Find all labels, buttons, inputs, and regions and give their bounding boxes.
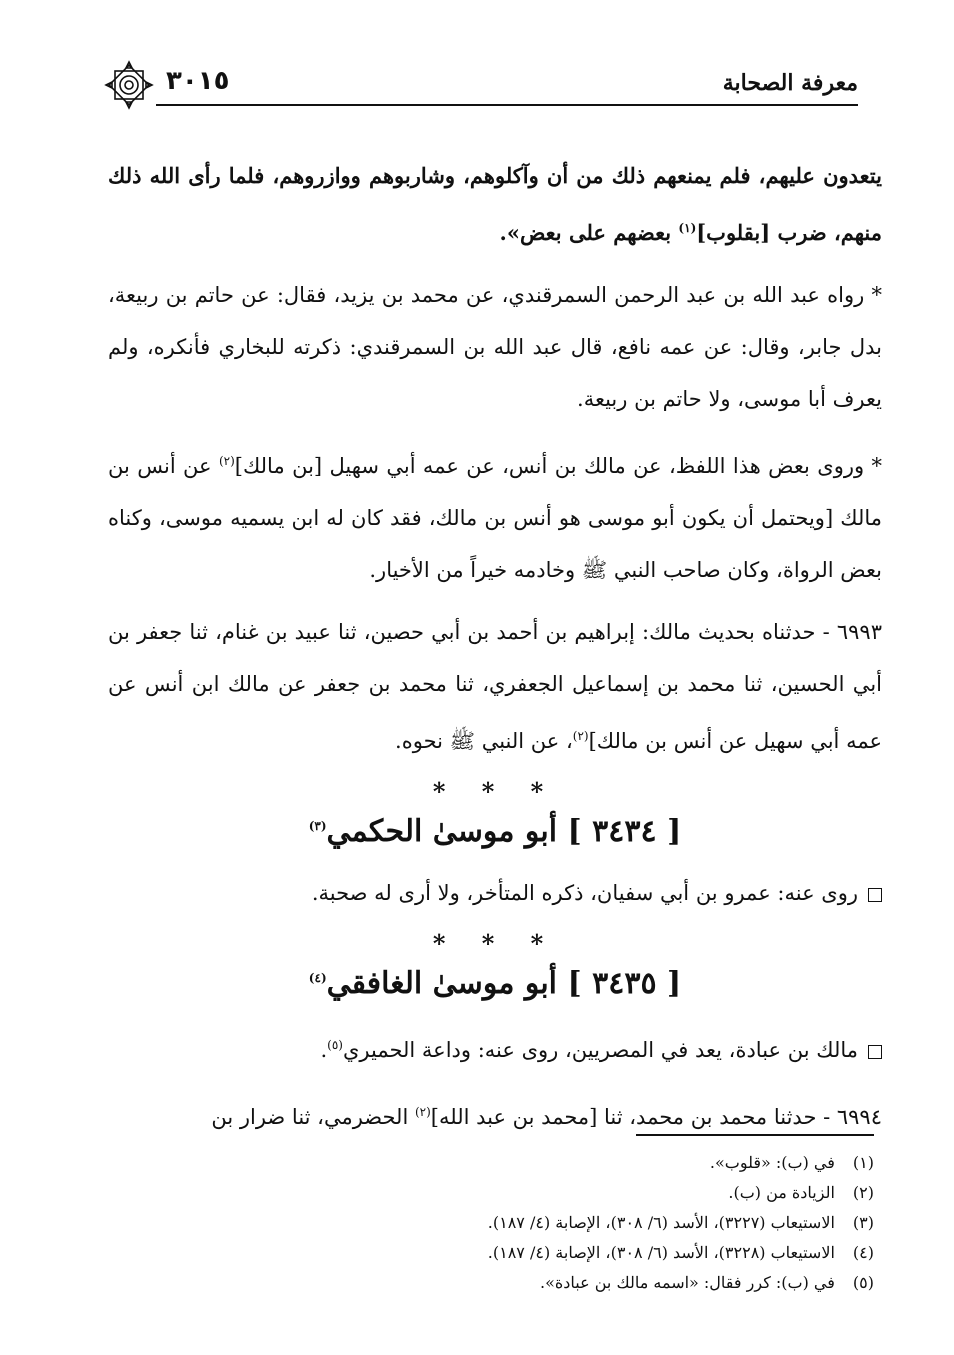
main-text (108, 150, 882, 1153)
footnote-rule (636, 1134, 874, 1136)
footnote-item: (٢) الزيادة من (ب). (728, 1183, 874, 1202)
entry-heading-3434: [ ٣٤٣٤ ] أبو موسىٰ الحكمي$^{(٣)}$ (308, 814, 682, 849)
ornament-rosette-icon (104, 60, 154, 110)
running-head: معرفة الصحابة (722, 70, 858, 96)
footnote-item: (٤) الاستيعاب (٣٢٢٨)، الأسد (٦/ ٣٠٨)، الإصابة (٤/ ١٨٧). (487, 1243, 874, 1262)
footnote-ref[interactable]: (٥) (327, 1038, 343, 1052)
section-separator: * * * (432, 929, 558, 958)
paragraph-1: يتعدون عليهم، فلم يمنعهم ذلك من أن وآكلوهم، وشاربوهم ووازروهم، فلما رأى الله ذلك منهم، ضرب [بقلوب]$^{(١)}$ بعضهم على بعض». (108, 163, 882, 245)
page-header (108, 62, 858, 104)
entry-text-3435: مالك بن عبادة، يعد في المصريين، روى عنه: وداعة الحميري$^{(٥)}$. (108, 1019, 882, 1076)
footnote-item: (١) في (ب): «قلوب». (709, 1153, 874, 1172)
footnote-item: (٥) في (ب): كرر فقال: «اسمه مالك بن عبادة». (540, 1273, 874, 1292)
footnote-ref[interactable]: (١) (678, 221, 697, 235)
footnote-ref[interactable]: (٢) (218, 454, 235, 468)
section-separator: * * * (432, 777, 558, 806)
paragraph-4: ٦٩٩٣ - حدثناه بحديث مالك: إبراهيم بن أحمد بن أبي حصين، ثنا عبيد بن غنام، ثنا جعفر بن أبي الحسين، ثنا محمد بن إسماعيل الجعفري، ثنا محمد بن جعفر عن مالك ابن أنس عن عمه أبي سهيل عن أنس بن مالك]$^{(٢)}$، عن النبي ﷺ نحوه. (108, 620, 882, 753)
footnotes (300, 1148, 874, 1298)
paragraph-5: ٦٩٩٤ - حدثنا محمد بن محمد، ثنا [محمد بن عبد الله]$^{(٢)}$ الحضرمي، ثنا ضرار بن (211, 1105, 882, 1129)
footnote-ref[interactable]: (٢) (572, 729, 589, 743)
footnote-item: (٣) الاستيعاب (٣٢٢٧)، الأسد (٦/ ٣٠٨)، الإصابة (٤/ ١٨٧). (487, 1213, 874, 1232)
footnote-ref[interactable]: (٢) (414, 1105, 431, 1119)
footnote-ref[interactable]: (٣) (308, 819, 327, 833)
square-bullet-icon (868, 1045, 882, 1059)
entry-text-3434: روى عنه: عمرو بن أبي سفيان، ذكره المتأخر، ولا أرى له صحبة. (108, 867, 882, 919)
header-rule (156, 104, 858, 106)
paragraph-2: * رواه عبد الله بن عبد الرحمن السمرقندي، عن محمد بن يزيد، فقال: عن حاتم بن ربيعة، بدل جابر، وقال: عن عمه نافع، قال عبد الله بن السمرقندي: ذكرته للبخاري فأنكره، ولم يعرف أبا موسى، ولا حاتم بن ربيعة. (108, 283, 882, 411)
entry-heading-3435: [ ٣٤٣٥ ] أبو موسىٰ الغافقي$^{(٤)}$ (308, 966, 682, 1001)
paragraph-3: * وروى بعض هذا اللفظ، عن مالك بن أنس، عن عمه أبي سهيل [بن مالك]$^{(٢)}$ عن أنس بن مالك [ويحتمل أن يكون أبو موسى هو أنس بن مالك، فقد كان له ابن يسميه موسى، وكناه بعض الرواة، وكان صاحب النبي ﷺ وخادمه خيراً من الأخيار. (108, 454, 882, 582)
page-number: ٣٠١٥ (166, 66, 230, 96)
square-bullet-icon (868, 888, 882, 902)
footnote-ref[interactable]: (٤) (308, 971, 327, 985)
